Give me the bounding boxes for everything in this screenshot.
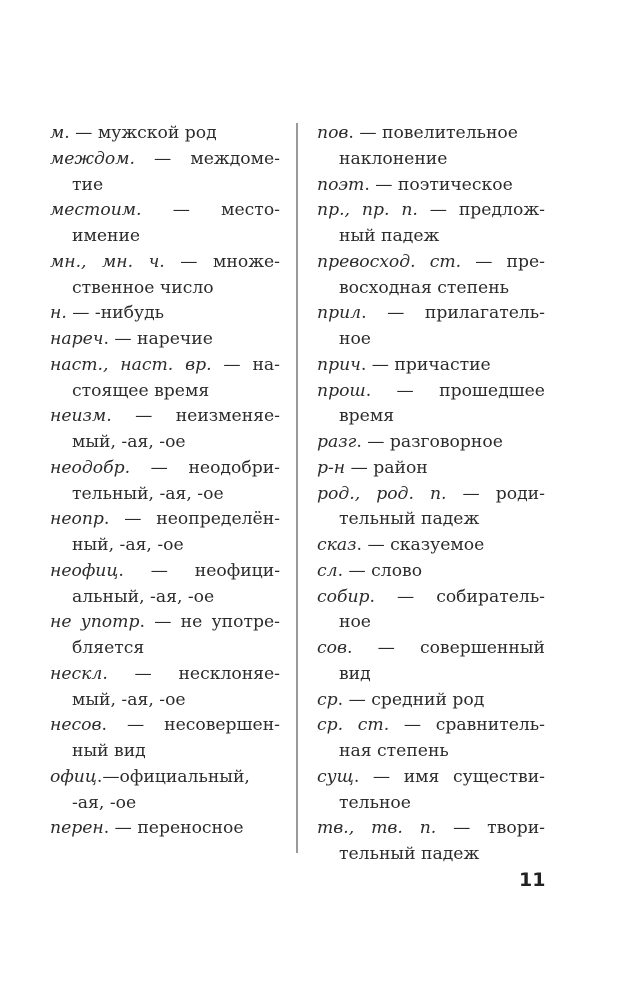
abbreviation-term-group xyxy=(50,713,107,739)
entry-headline xyxy=(50,198,280,224)
abbreviation-entry xyxy=(317,585,545,637)
abbreviation-term: нареч xyxy=(50,329,104,349)
abbreviation-definition: неопределён- xyxy=(156,509,280,530)
abbreviation-entry xyxy=(317,353,545,379)
abbreviation-entry xyxy=(317,533,545,559)
abbreviation-entry xyxy=(50,559,280,611)
abbreviation-term: несов xyxy=(50,715,102,736)
entry-headline xyxy=(317,713,545,739)
page-number: 11 xyxy=(519,869,546,891)
abbreviation-entry xyxy=(317,301,545,353)
entry-continuation: стоящее время xyxy=(72,380,210,401)
abbreviation-definition: совершенный xyxy=(419,638,545,658)
abbreviation-definition: . — повелительное xyxy=(348,123,518,143)
abbreviation-definition: — xyxy=(462,483,480,504)
abbreviations-right-column xyxy=(317,121,545,868)
entry-continuation: тие xyxy=(72,174,104,195)
entry-headline xyxy=(317,456,545,482)
abbreviation-term: п. xyxy=(429,483,447,504)
entry-headline xyxy=(50,353,280,379)
abbreviation-definition: . xyxy=(106,406,112,427)
abbreviation-definition: роди- xyxy=(495,483,545,504)
abbreviation-definition: существи- xyxy=(453,766,545,787)
entry-headline xyxy=(317,301,545,327)
abbreviation-definition: прилагатель- xyxy=(424,303,545,324)
abbreviation-definition: — xyxy=(154,612,172,633)
abbreviation-definition: — xyxy=(396,380,414,401)
column-divider xyxy=(296,123,298,853)
abbreviation-term: тв. xyxy=(371,818,403,839)
abbreviation-term-group xyxy=(317,765,359,791)
abbreviation-term: п. xyxy=(419,818,437,839)
abbreviation-definition: — xyxy=(126,715,145,736)
abbreviation-term: род. xyxy=(376,483,414,504)
entry-headline xyxy=(317,379,545,405)
abbreviation-definition: — xyxy=(387,303,405,324)
abbreviation-definition: .—официальный, xyxy=(96,766,250,787)
abbreviation-definition: — xyxy=(150,560,168,581)
entry-headline xyxy=(50,456,280,482)
entry-headline xyxy=(50,816,280,842)
abbreviation-term: междом. xyxy=(50,148,135,169)
entry-headline xyxy=(317,173,545,199)
abbreviation-definition: прошедшее xyxy=(439,380,545,401)
abbreviation-definition: неофици- xyxy=(194,560,280,581)
abbreviation-term-group xyxy=(50,404,112,430)
abbreviation-entry xyxy=(317,713,545,765)
entry-continuation: ственное число xyxy=(72,277,214,298)
entry-continuation: тельный, -ая, -ое xyxy=(72,483,224,504)
abbreviation-definition: . — разговорное xyxy=(356,432,503,452)
abbreviation-definition: употре- xyxy=(211,612,280,633)
abbreviation-term-group xyxy=(317,301,367,327)
abbreviation-term: вр. xyxy=(185,354,212,375)
abbreviation-definition: множе- xyxy=(213,251,280,272)
abbreviation-entry xyxy=(317,816,545,868)
abbreviation-definition: — xyxy=(475,251,493,272)
entry-headline xyxy=(317,482,545,508)
entry-headline xyxy=(317,121,545,147)
abbreviation-definition: не xyxy=(180,612,203,633)
abbreviation-entry xyxy=(50,250,280,302)
abbreviation-term: ср xyxy=(317,689,338,710)
entry-headline xyxy=(317,816,545,842)
entry-headline xyxy=(317,430,545,456)
abbreviation-entry xyxy=(317,121,545,173)
abbreviation-definition: собиратель- xyxy=(436,586,545,607)
entry-continuation: ный, -ая, -ое xyxy=(72,535,184,555)
abbreviation-entry xyxy=(50,404,280,456)
abbreviation-term: прил xyxy=(317,303,362,324)
entry-headline xyxy=(50,765,280,791)
abbreviation-term: нескл xyxy=(50,663,103,684)
entry-continuation: наклонение xyxy=(339,148,448,169)
abbreviation-definition: . — наречие xyxy=(103,329,213,349)
abbreviation-term: употр xyxy=(80,612,140,633)
abbreviation-term-group xyxy=(317,636,352,662)
entry-continuation: мый, -ая, -ое xyxy=(72,689,186,710)
entry-continuation: вид xyxy=(339,663,371,684)
abbreviation-term: разг xyxy=(317,432,357,452)
abbreviation-term: пр. xyxy=(361,200,390,221)
abbreviation-term-group xyxy=(50,662,108,688)
abbreviation-entry xyxy=(317,482,545,534)
abbreviation-entry xyxy=(50,456,280,508)
entry-continuation: восходная степень xyxy=(339,277,510,298)
abbreviation-term: офиц xyxy=(50,766,97,787)
abbreviation-definition: несовершен- xyxy=(164,715,280,736)
abbreviation-definition: — xyxy=(397,586,415,607)
entry-headline xyxy=(317,765,545,791)
abbreviation-definition: несклоняе- xyxy=(178,663,280,684)
abbreviation-entry xyxy=(317,173,545,199)
abbreviation-term: н. xyxy=(50,303,67,324)
abbreviation-term: неофиц xyxy=(50,560,119,581)
entry-continuation: бляется xyxy=(72,638,145,658)
abbreviation-term: ч. xyxy=(148,251,165,272)
abbreviation-definition: . xyxy=(353,766,360,787)
abbreviation-definition: — xyxy=(377,638,395,658)
entry-headline xyxy=(50,713,280,739)
abbreviation-definition: . xyxy=(103,509,110,530)
entry-continuation: ный падеж xyxy=(339,226,440,246)
abbreviation-definition: — мужской род xyxy=(69,123,217,143)
abbreviation-definition: . xyxy=(102,663,108,684)
abbreviation-term-group xyxy=(50,507,109,533)
abbreviation-entry xyxy=(317,688,545,714)
abbreviation-term: сл xyxy=(317,560,338,581)
entry-headline xyxy=(317,585,545,611)
abbreviations-left-column xyxy=(50,121,280,842)
abbreviation-term: ст. xyxy=(429,251,462,272)
entry-headline xyxy=(50,559,280,585)
abbreviation-definition: . — причастие xyxy=(360,354,491,375)
abbreviation-definition: . — средний род xyxy=(337,689,485,710)
entry-headline xyxy=(50,301,280,327)
entry-continuation: тельный падеж xyxy=(339,509,480,530)
abbreviation-term: п. xyxy=(401,200,418,221)
abbreviation-term: род., xyxy=(317,483,361,504)
abbreviation-entry xyxy=(317,198,545,250)
entry-continuation: ная степень xyxy=(339,741,449,761)
abbreviation-definition: — xyxy=(150,457,168,478)
abbreviation-definition: . xyxy=(361,303,367,324)
abbreviation-definition: предлож- xyxy=(458,200,545,221)
abbreviation-entry xyxy=(50,301,280,327)
entry-headline xyxy=(50,507,280,533)
abbreviation-entry xyxy=(317,636,545,688)
abbreviation-definition: место- xyxy=(221,200,280,221)
abbreviation-entry xyxy=(50,327,280,353)
abbreviation-term: превосход. xyxy=(317,251,416,272)
abbreviation-term: мн. xyxy=(102,251,134,272)
abbreviation-term: ср. xyxy=(317,715,344,736)
abbreviation-definition: — xyxy=(372,766,391,787)
abbreviation-definition: — xyxy=(453,818,471,839)
abbreviation-definition: . xyxy=(369,586,376,607)
entry-headline xyxy=(50,147,280,173)
abbreviation-entry xyxy=(50,662,280,714)
abbreviation-entry xyxy=(317,559,545,585)
entry-continuation: ное xyxy=(339,612,371,633)
entry-headline xyxy=(50,327,280,353)
abbreviation-term: прош xyxy=(317,380,366,401)
abbreviation-term: наст. xyxy=(120,354,174,375)
abbreviation-definition: . xyxy=(346,638,353,658)
abbreviation-definition: . xyxy=(118,560,124,581)
abbreviation-term: пов xyxy=(317,123,349,143)
abbreviation-definition: — -нибудь xyxy=(66,303,165,324)
abbreviation-definition: . xyxy=(365,380,372,401)
abbreviation-term: тв., xyxy=(317,818,355,839)
abbreviation-term-group xyxy=(81,610,145,636)
abbreviation-term: р-н xyxy=(317,457,346,478)
abbreviation-term: местоим. xyxy=(50,200,142,221)
abbreviation-definition: — xyxy=(429,200,447,221)
abbreviation-term: не xyxy=(50,612,72,633)
abbreviation-definition: — xyxy=(124,509,142,530)
entry-headline xyxy=(317,250,545,276)
abbreviation-entry xyxy=(50,610,280,662)
abbreviation-definition: — xyxy=(223,354,241,375)
abbreviation-entry xyxy=(50,507,280,559)
entry-continuation: время xyxy=(339,406,395,427)
abbreviation-term: сущ xyxy=(317,766,354,787)
entry-headline xyxy=(317,636,545,662)
abbreviation-entry xyxy=(50,816,280,842)
abbreviation-term-group xyxy=(50,559,124,585)
abbreviation-term: собир xyxy=(317,586,370,607)
abbreviation-definition: — район xyxy=(345,457,428,478)
abbreviation-definition: неизменяе- xyxy=(175,406,280,427)
entry-headline xyxy=(50,404,280,430)
entry-continuation: мый, -ая, -ое xyxy=(72,432,186,452)
abbreviation-definition: — xyxy=(134,663,152,684)
abbreviation-definition: . — переносное xyxy=(103,818,244,839)
abbreviation-term: перен xyxy=(50,818,104,839)
abbreviation-term: неодобр. xyxy=(50,457,131,478)
abbreviation-entry xyxy=(317,250,545,302)
entry-headline xyxy=(50,610,280,636)
abbreviation-definition: имя xyxy=(403,766,440,787)
entry-continuation: тельное xyxy=(339,792,411,813)
abbreviation-entry xyxy=(317,430,545,456)
abbreviation-term-group xyxy=(317,585,375,611)
entry-headline xyxy=(317,198,545,224)
abbreviation-definition: неодобри- xyxy=(188,457,280,478)
abbreviation-entry xyxy=(317,379,545,431)
entry-headline xyxy=(317,688,545,714)
abbreviation-definition: сравнитель- xyxy=(435,715,545,736)
entry-continuation: тельный падеж xyxy=(339,844,480,864)
entry-headline xyxy=(317,559,545,585)
abbreviation-definition: — xyxy=(154,148,172,169)
abbreviation-term: м. xyxy=(50,123,70,143)
abbreviation-term: поэт xyxy=(317,174,365,195)
abbreviation-definition: — xyxy=(172,200,190,221)
abbreviation-definition: твори- xyxy=(487,818,545,839)
entry-headline xyxy=(50,662,280,688)
abbreviation-term: прич xyxy=(317,354,361,375)
entry-headline xyxy=(317,353,545,379)
entry-continuation: альный, -ая, -ое xyxy=(72,586,215,607)
abbreviation-term: наст., xyxy=(50,354,109,375)
abbreviation-entry xyxy=(317,456,545,482)
abbreviation-term: мн., xyxy=(50,251,87,272)
abbreviation-entry xyxy=(50,198,280,250)
abbreviation-definition: междоме- xyxy=(190,148,280,169)
abbreviation-entry xyxy=(50,147,280,199)
entry-headline xyxy=(317,533,545,559)
abbreviation-entry xyxy=(317,765,545,817)
abbreviation-term: неопр xyxy=(50,509,104,530)
abbreviation-definition: . — сказуемое xyxy=(356,535,485,555)
abbreviation-definition: . — слово xyxy=(337,560,423,581)
abbreviation-term: сказ xyxy=(317,535,357,555)
entry-continuation: ное xyxy=(339,329,371,349)
abbreviation-definition: пре- xyxy=(506,251,545,272)
abbreviation-entry xyxy=(50,713,280,765)
entry-headline xyxy=(50,121,280,147)
abbreviation-term-group xyxy=(317,379,371,405)
abbreviation-entry xyxy=(50,121,280,147)
entry-headline xyxy=(50,250,280,276)
abbreviation-definition: — xyxy=(135,406,153,427)
entry-continuation: -ая, -ое xyxy=(72,792,137,813)
abbreviation-definition: . xyxy=(139,612,145,633)
abbreviation-definition: — xyxy=(403,715,422,736)
abbreviation-definition: . — поэтическое xyxy=(364,174,513,195)
abbreviation-entry xyxy=(50,353,280,405)
abbreviation-entry xyxy=(50,765,280,817)
entry-continuation: имение xyxy=(72,226,141,246)
abbreviation-term: пр., xyxy=(317,200,350,221)
abbreviation-definition: . xyxy=(101,715,107,736)
abbreviation-definition: на- xyxy=(252,354,280,375)
abbreviation-definition: — xyxy=(180,251,198,272)
abbreviation-term: ст. xyxy=(357,715,390,736)
abbreviation-term: неизм xyxy=(50,406,107,427)
abbreviation-term: сов xyxy=(317,638,347,658)
entry-continuation: ный вид xyxy=(72,741,146,761)
